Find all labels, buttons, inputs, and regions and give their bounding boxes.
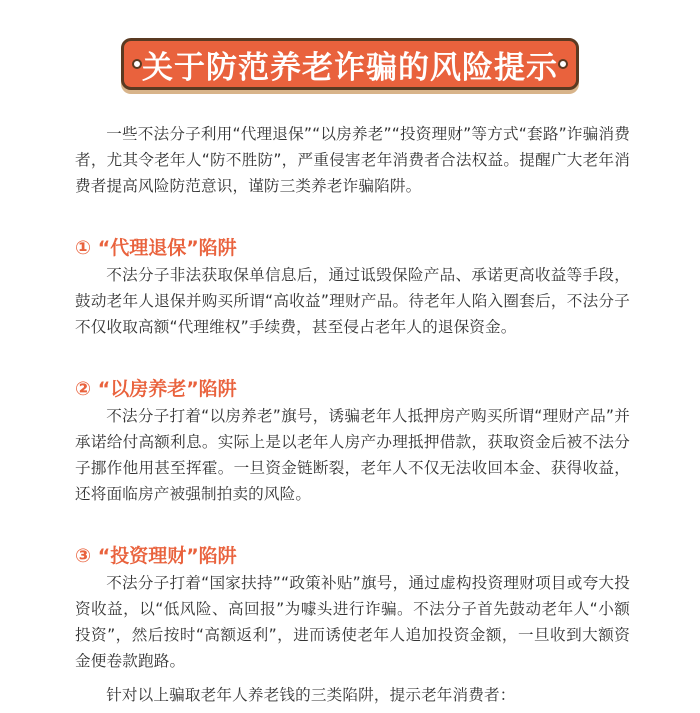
title-banner-wrapper xyxy=(0,38,700,90)
section-body-house-pension: 不法分子打着“以房养老”旗号，诱骗老年人抵押房产购买所谓“理财产品”并承诺给付高额利息。实际上是以老年人房产办理抵押借款，获取资金后被不法分子挪作他用甚至挥霍。一旦资金链断裂，老年人不仅无法收回本金、获得收益，还将面临房产被强制拍卖的风险。 xyxy=(75,407,630,503)
section-heading-agent-surrender: ① “代理退保”陷阱 xyxy=(75,237,237,259)
article-content xyxy=(75,112,630,708)
intro-paragraph: 一些不法分子利用“代理退保”“以房养老”“投资理财”等方式“套路”诈骗消费者，尤其令老年人“防不胜防”，严重侵害老年消费者合法权益。提醒广大老年消费者提高风险防范意识，谨防三类养老诈骗陷阱。 xyxy=(75,125,630,195)
section-heading-house-pension: ② “以房养老”陷阱 xyxy=(75,378,237,400)
closing-paragraph: 针对以上骗取老年人养老钱的三类陷阱，提示老年消费者： xyxy=(106,686,516,704)
section-body-investment: 不法分子打着“国家扶持”“政策补贴”旗号，通过虚构投资理财项目或夸大投资收益，以“低风险、高回报”为噱头进行诈骗。不法分子首先鼓动老年人“小额投资”，然后按时“高额返利”，进而诱使老年人追加投资金额，一旦收到大额资金便卷款跑路。 xyxy=(75,574,630,670)
title-banner xyxy=(121,38,579,90)
page-title: 关于防范养老诈骗的风险提示 xyxy=(142,49,558,86)
section-heading-investment: ③ “投资理财”陷阱 xyxy=(75,545,237,567)
section-body-agent-surrender: 不法分子非法获取保单信息后，通过诋毁保险产品、承诺更高收益等手段，鼓动老年人退保并购买所谓“高收益”理财产品。待老年人陷入圈套后，不法分子不仅收取高额“代理维权”手续费，甚至侵占老年人的退保资金。 xyxy=(75,266,630,336)
